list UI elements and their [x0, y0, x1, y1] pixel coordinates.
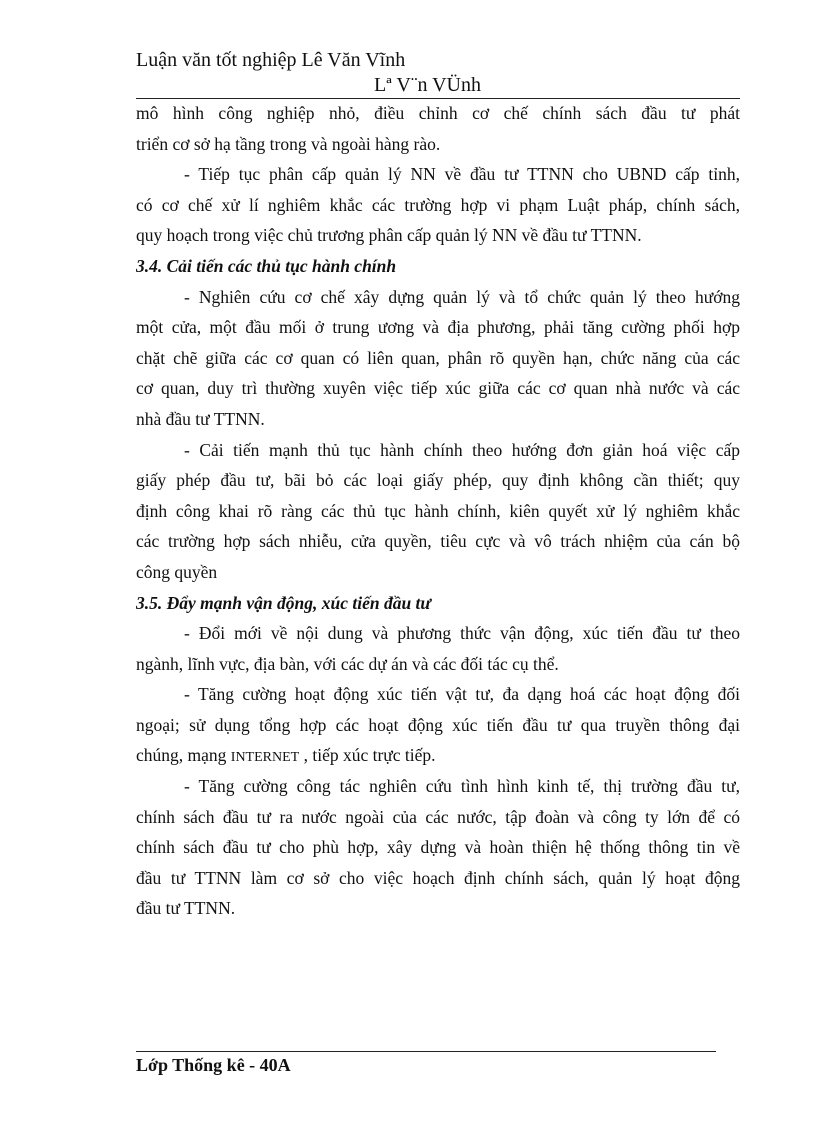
text-line: triển cơ sở hạ tầng trong và ngoài hàng rào.: [136, 133, 441, 154]
text-span: , tiếp xúc trực tiếp.: [299, 745, 436, 766]
footer-class-label: Lớp Thống kê - 40A: [136, 1055, 291, 1075]
text-line: chặt chẽ giữa các cơ quan có liên quan, phân rõ quyền hạn, chức năng của các: [136, 347, 740, 368]
text-span: chúng, mạng: [136, 745, 231, 766]
text-line: mô hình công nghiệp nhỏ, điều chỉnh cơ chế chính sách đầu tư phát: [136, 103, 740, 123]
text-line: chính sách đầu tư cho phù hợp, xây dựng và hoàn thiện hệ thống thông tin về: [136, 837, 740, 858]
text-line: các trường hợp sách nhiễu, cửa quyền, tiêu cực và vô trách nhiệm của cán bộ: [136, 531, 740, 552]
text-line: giấy phép đầu tư, bãi bỏ các loại giấy phép, quy định không cần thiết; quy: [136, 470, 740, 491]
text-line: - Tăng cường hoạt động xúc tiến vật tư, đa dạng hoá các hoạt động đối: [184, 684, 740, 705]
section-heading: 3.4. Cải tiến các thủ tục hành chính: [136, 255, 397, 276]
text-line: - Tiếp tục phân cấp quản lý NN về đầu tư TTNN cho UBND cấp tỉnh,: [184, 164, 740, 185]
text-line: ngành, lĩnh vực, địa bàn, với các dự án và các đối tác cụ thể.: [136, 653, 559, 674]
text-line: có cơ chế xử lí nghiêm khắc các trường hợp vi phạm Luật pháp, chính sách,: [136, 194, 740, 215]
text-line: cơ quan, duy trì thường xuyên việc tiếp xúc giữa các cơ quan nhà nước và các: [136, 378, 740, 399]
text-line: định công khai rõ ràng các thủ tục hành chính, kiên quyết xử lý nghiêm khắc: [136, 500, 740, 521]
text-line: nhà đầu tư TTNN.: [136, 408, 265, 429]
header-subtitle: Lª V¨n VÜnh: [374, 74, 482, 96]
text-line: chính sách đầu tư ra nước ngoài của các nước, tập đoàn và công ty lớn để có: [136, 806, 740, 827]
text-line: quy hoạch trong việc chủ trương phân cấp quản lý NN về đầu tư TTNN.: [136, 225, 642, 246]
text-line: đầu tư TTNN làm cơ sở cho việc hoạch định chính sách, quản lý hoạt động: [136, 867, 740, 888]
internet-term: INTERNET: [230, 750, 300, 766]
text-line: - Tăng cường công tác nghiên cứu tình hình kinh tế, thị trường đầu tư,: [184, 776, 740, 797]
header-title: Luận văn tốt nghiệp Lê Văn Vĩnh: [136, 49, 406, 71]
text-line: - Đổi mới về nội dung và phương thức vận động, xúc tiến đầu tư theo: [184, 623, 740, 644]
text-line: công quyền: [136, 561, 218, 582]
text-line: một cửa, một đầu mối ở trung ương và địa phương, phải tăng cường phối hợp: [136, 317, 740, 338]
text-line: - Nghiên cứu cơ chế xây dựng quản lý và tổ chức quản lý theo hướng: [184, 286, 740, 307]
text-line: đầu tư TTNN.: [136, 898, 236, 919]
footer-divider: [136, 1051, 716, 1052]
document-body: [136, 98, 740, 924]
text-line: [136, 740, 740, 771]
text-line: - Cải tiến mạnh thủ tục hành chính theo hướng đơn giản hoá việc cấp: [184, 439, 740, 460]
section-heading: 3.5. Đẩy mạnh vận động, xúc tiến đầu tư: [136, 592, 431, 613]
text-line: ngoại; sử dụng tổng hợp các hoạt động xúc tiến đầu tư qua truyền thông đại: [136, 714, 740, 735]
